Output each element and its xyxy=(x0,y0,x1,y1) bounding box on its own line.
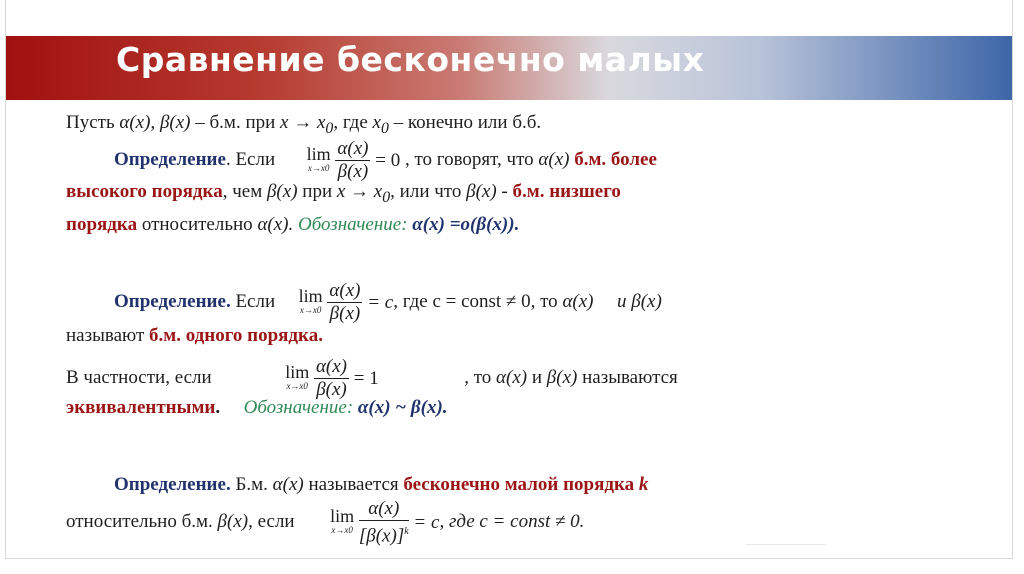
partic-alpha: α(x) xyxy=(496,366,528,388)
partic-notation-formula: α(x) ~ β(x). xyxy=(357,397,448,418)
partic-pre: В частности, если xyxy=(66,366,212,388)
def1-sub0: 0 xyxy=(382,188,391,206)
partic-dot: . xyxy=(215,397,221,418)
def3-beta: β(x) xyxy=(217,511,249,533)
def1-esli: . Если xyxy=(225,148,276,170)
def2-mid: , где c = const ≠ 0, то xyxy=(393,290,558,312)
intro-alpha: α(x), xyxy=(119,112,156,133)
def3-k: k xyxy=(638,474,649,495)
def2-lim: lim x→x0 xyxy=(298,285,323,315)
def1-otn: относительно xyxy=(137,214,253,235)
def1-ili: , или что xyxy=(390,181,462,202)
def1-x-to: x → x xyxy=(336,181,383,202)
def1-pri: при xyxy=(302,181,333,202)
def3-nazyv: называется xyxy=(308,474,399,495)
def1-notation-formula: α(x) =o(β(x)). xyxy=(412,214,520,235)
def1-line3 xyxy=(66,214,519,236)
def1-lim: lim x→x0 xyxy=(306,143,331,173)
def1-notation-label: Обозначение: xyxy=(298,214,408,235)
def1-mid: , то говорят, что xyxy=(404,148,534,170)
intro-x0-sub: 0 xyxy=(380,119,389,137)
def1-beta2: β(x) xyxy=(466,181,497,202)
def3-esli: , если xyxy=(248,511,295,533)
partic-and: и xyxy=(531,366,543,388)
def1-red3: б.м. низшего xyxy=(512,181,621,202)
intro-x-to: x → x xyxy=(280,112,326,133)
def3-line2 xyxy=(66,498,584,547)
partic-eq: = 1 xyxy=(353,367,379,389)
def2-alpha: α(x) xyxy=(562,290,594,312)
intro-tail: – конечно или б.б. xyxy=(388,112,542,133)
intro-beta: β(x) xyxy=(159,112,191,133)
def1-line2 xyxy=(66,181,621,207)
def2-and-beta: и β(x) xyxy=(617,290,662,312)
def1-dash: - xyxy=(496,181,508,202)
def2-line2 xyxy=(66,325,323,347)
def1-eq: = 0 xyxy=(375,149,401,171)
partic-fraction: $\frac{\alpha(x)}{\beta(x)}$ xyxy=(315,356,348,400)
def3-lim: lim x→x0 xyxy=(330,505,355,535)
intro-x0: x xyxy=(372,112,381,133)
def3-eq: = c xyxy=(413,511,440,533)
def1-beta: β(x) xyxy=(266,181,298,202)
def2-nazyvayut: называют xyxy=(66,325,145,346)
intro-pre: Пусть xyxy=(66,112,115,133)
def3-line1 xyxy=(114,474,648,496)
def3-label: Определение. xyxy=(114,474,231,495)
partic-beta: β(x) xyxy=(546,366,578,388)
def2-line1 xyxy=(114,280,662,325)
def3-bm: Б.м. xyxy=(230,474,268,495)
def2-label: Определение. xyxy=(114,290,231,312)
def2-fraction: $\frac{\alpha(x)}{\beta(x)}$ xyxy=(329,280,361,324)
def1-fraction: $\frac{\alpha(x)}{\beta(x)}$ xyxy=(337,138,369,182)
def1-red4: порядка xyxy=(66,214,138,235)
def2-esli: Если xyxy=(230,290,276,312)
partic-mid: , то xyxy=(464,366,492,388)
def1-line1 xyxy=(114,138,657,183)
intro-line xyxy=(66,112,541,138)
def1-red2: высокого порядка xyxy=(66,181,223,202)
slide-title: Сравнение бесконечно малых xyxy=(116,40,705,79)
partic-line2 xyxy=(66,397,448,419)
slide xyxy=(6,0,1012,558)
def3-otn: относительно б.м. xyxy=(66,511,213,533)
def1-chem: , чем xyxy=(222,181,263,202)
partic-tail: называются xyxy=(582,366,678,388)
def1-label: Определение xyxy=(114,148,226,170)
partic-line1 xyxy=(66,356,678,401)
def3-fraction: $\frac{\alpha(x)}{[\beta(x)]^k}$ xyxy=(358,498,409,547)
partic-notation-label: Обозначение: xyxy=(243,397,354,418)
def1-alpha: α(x) xyxy=(538,148,570,170)
def2-red: б.м. одного порядка. xyxy=(149,325,323,346)
def2-eq: = c xyxy=(367,291,394,313)
intro-bm: – б.м. при xyxy=(190,112,276,133)
def3-red: бесконечно малой порядка xyxy=(403,474,635,495)
divider xyxy=(746,544,826,545)
intro-gde: , где xyxy=(333,112,368,133)
partic-red: эквивалентными xyxy=(66,397,216,418)
def3-alpha: α(x) xyxy=(272,474,304,495)
def1-red1: б.м. более xyxy=(574,148,657,170)
def3-tail: , где c = const ≠ 0. xyxy=(439,511,585,533)
def1-alpha2: α(x). xyxy=(257,214,294,235)
partic-lim: lim x→x0 xyxy=(285,361,310,391)
slide-content xyxy=(6,0,1012,558)
intro-sub0: 0 xyxy=(325,119,334,137)
